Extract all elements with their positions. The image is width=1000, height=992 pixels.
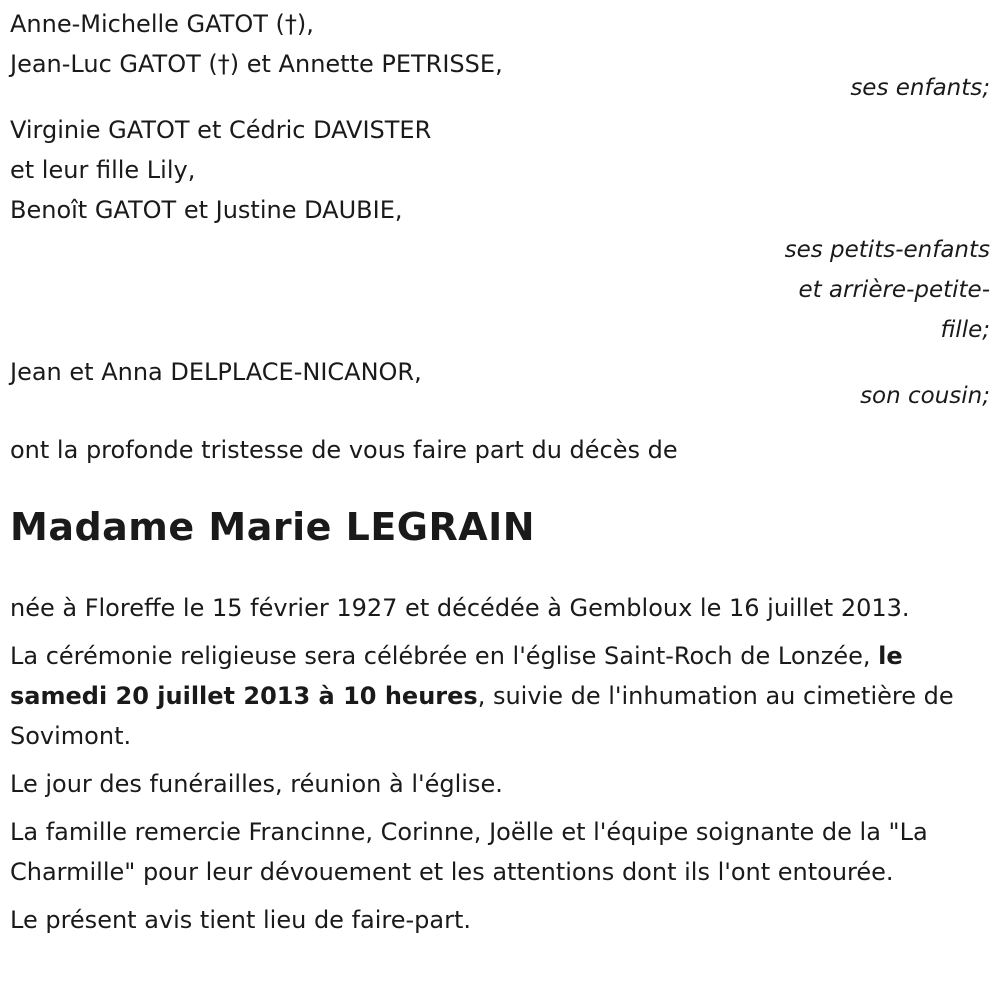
grandchildren-role-line-2: et arrière-petite-: [798, 277, 990, 303]
ceremony-text-start: La cérémonie religieuse sera célébrée en l'église Saint-Roch de Lonzée,: [10, 642, 879, 670]
grandchildren-line-3: Benoît GATOT et Justine DAUBIE,: [10, 196, 403, 224]
announcement-text: ont la profonde tristesse de vous faire part du décès de: [10, 436, 678, 464]
cousin-role: son cousin;: [860, 383, 990, 409]
obituary-notice: [10, 0, 990, 940]
ceremony-text-end: , suivie de l'inhumation au cimetière de Sovimont.: [10, 682, 954, 750]
grandchildren-role-line-3: fille;: [940, 317, 990, 343]
children-line-1: Anne-Michelle GATOT (†),: [10, 10, 314, 38]
notice-text: Le présent avis tient lieu de faire-part.: [10, 906, 472, 934]
grandchildren-role-line-1: ses petits-enfants: [784, 237, 990, 263]
cousin-line: Jean et Anna DELPLACE-NICANOR,: [10, 358, 422, 386]
grandchildren-line-2: et leur fille Lily,: [10, 156, 196, 184]
birth-death-text: née à Floreffe le 15 février 1927 et décédée à Gembloux le 16 juillet 2013.: [10, 594, 910, 622]
thanks-text: La famille remercie Francinne, Corinne, Joëlle et l'équipe soignante de la "La Charmille" pour leur dévouement et les attentions dont ils l'ont entourée.: [10, 818, 928, 886]
children-role: ses enfants;: [850, 75, 990, 101]
funeral-day-text: Le jour des funérailles, réunion à l'église.: [10, 770, 503, 798]
deceased-name: Madame Marie LEGRAIN: [10, 505, 536, 549]
children-line-2: Jean-Luc GATOT (†) et Annette PETRISSE,: [10, 50, 503, 78]
ceremony-text: [10, 636, 990, 756]
grandchildren-line-1: Virginie GATOT et Cédric DAVISTER: [10, 116, 432, 144]
ceremony-date-time: le samedi 20 juillet 2013 à 10 heures: [10, 642, 903, 710]
